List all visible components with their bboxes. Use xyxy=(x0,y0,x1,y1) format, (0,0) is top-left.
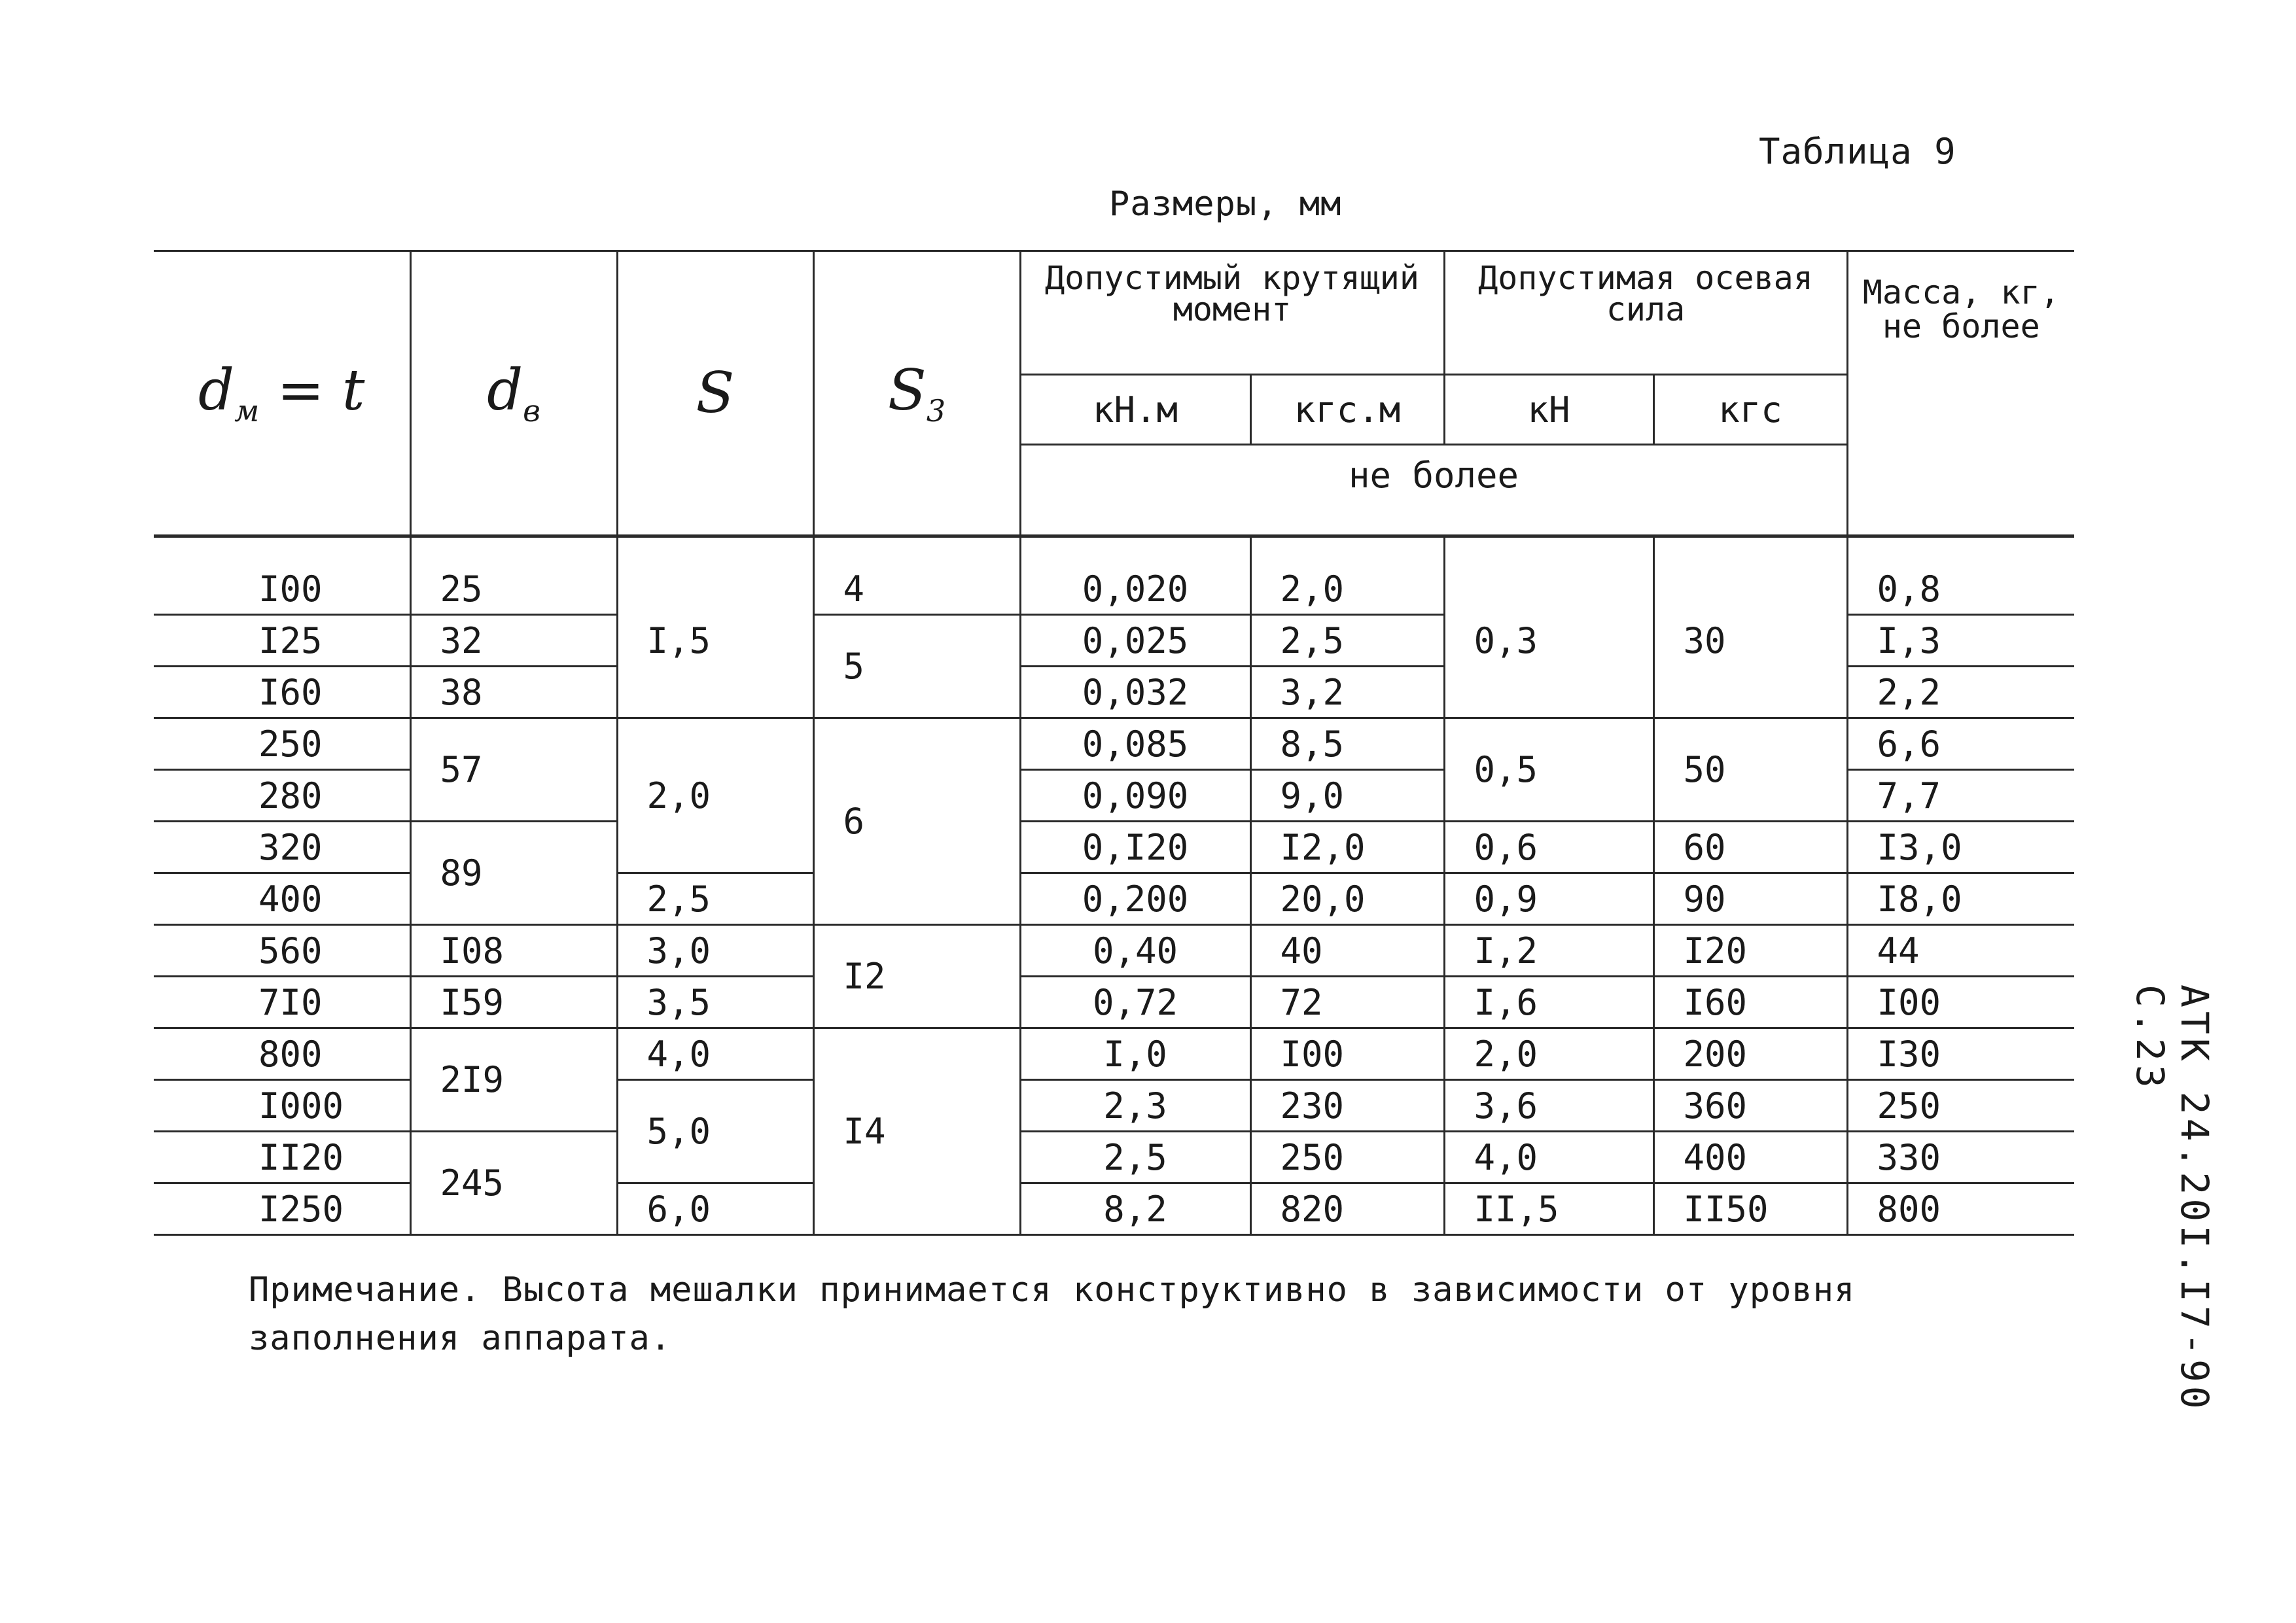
cell-s: 4,0 xyxy=(617,1028,813,1080)
document-stamp: АТК 24.20I.I7-90 С.23 xyxy=(2128,985,2217,1413)
cell-kgsm: 2,5 xyxy=(1250,615,1444,667)
cell-knm: 8,2 xyxy=(1020,1183,1250,1235)
cell-s: 5,0 xyxy=(617,1080,813,1183)
cell-kn: 0,3 xyxy=(1444,536,1653,718)
cell-mass: 7,7 xyxy=(1847,770,2074,822)
cell-kgs: 90 xyxy=(1653,873,1847,925)
cell-mass: 2,2 xyxy=(1847,667,2074,718)
cell-kgsm: 820 xyxy=(1250,1183,1444,1235)
cell-kn: 0,5 xyxy=(1444,718,1653,822)
cell-dm: I250 xyxy=(154,1183,410,1235)
table-row xyxy=(154,977,2074,1028)
header-axial-group: Допустимая осевая сила xyxy=(1444,251,1847,375)
cell-dm: II20 xyxy=(154,1132,410,1183)
cell-knm: 0,I20 xyxy=(1020,822,1250,873)
cell-s3: 6 xyxy=(813,718,1020,925)
cell-s: I,5 xyxy=(617,536,813,718)
cell-s3: 4 xyxy=(813,536,1020,615)
cell-s: 2,0 xyxy=(617,718,813,873)
cell-dv: I59 xyxy=(410,977,617,1028)
table-number: Таблица 9 xyxy=(1759,131,1956,172)
cell-kgs: I60 xyxy=(1653,977,1847,1028)
cell-s3: 5 xyxy=(813,615,1020,718)
header-dv: $d_в$ xyxy=(410,251,617,536)
cell-mass: I3,0 xyxy=(1847,822,2074,873)
cell-kgsm: 20,0 xyxy=(1250,873,1444,925)
cell-mass: 330 xyxy=(1847,1132,2074,1183)
cell-knm: 2,5 xyxy=(1020,1132,1250,1183)
cell-knm: 0,025 xyxy=(1020,615,1250,667)
cell-kgs: 400 xyxy=(1653,1132,1847,1183)
dimensions-table xyxy=(154,250,2074,1236)
cell-knm: 0,72 xyxy=(1020,977,1250,1028)
cell-knm: 0,032 xyxy=(1020,667,1250,718)
cell-dm: I000 xyxy=(154,1080,410,1132)
cell-dm: 560 xyxy=(154,925,410,977)
cell-kgs: 60 xyxy=(1653,822,1847,873)
cell-dv: 245 xyxy=(410,1132,617,1235)
header-kgs: кгс xyxy=(1653,375,1847,445)
cell-knm: 0,40 xyxy=(1020,925,1250,977)
cell-kgsm: 250 xyxy=(1250,1132,1444,1183)
cell-kn: I,6 xyxy=(1444,977,1653,1028)
cell-mass: I30 xyxy=(1847,1028,2074,1080)
cell-knm: 0,020 xyxy=(1020,536,1250,615)
header-torque-group: Допустимый крутящий момент xyxy=(1020,251,1444,375)
cell-dm: 800 xyxy=(154,1028,410,1080)
cell-kgs: 50 xyxy=(1653,718,1847,822)
cell-dm: 7I0 xyxy=(154,977,410,1028)
cell-mass: 800 xyxy=(1847,1183,2074,1235)
cell-s: 3,5 xyxy=(617,977,813,1028)
header-not-more: не более xyxy=(1020,445,1847,536)
units-caption: Размеры, мм xyxy=(1109,184,1342,224)
cell-s: 3,0 xyxy=(617,925,813,977)
cell-kgsm: 72 xyxy=(1250,977,1444,1028)
cell-dm: 400 xyxy=(154,873,410,925)
cell-dv: 38 xyxy=(410,667,617,718)
cell-s: 2,5 xyxy=(617,873,813,925)
cell-kgs: II50 xyxy=(1653,1183,1847,1235)
header-s3: $S_3$ xyxy=(813,251,1020,536)
cell-s3: I2 xyxy=(813,925,1020,1028)
cell-kn: 3,6 xyxy=(1444,1080,1653,1132)
cell-kgsm: 8,5 xyxy=(1250,718,1444,770)
cell-mass: 0,8 xyxy=(1847,536,2074,615)
cell-knm: 0,200 xyxy=(1020,873,1250,925)
cell-dv: 25 xyxy=(410,536,617,615)
cell-kgsm: 2,0 xyxy=(1250,536,1444,615)
cell-dv: 57 xyxy=(410,718,617,822)
cell-knm: 0,085 xyxy=(1020,718,1250,770)
cell-kgsm: I00 xyxy=(1250,1028,1444,1080)
table-row xyxy=(154,718,2074,770)
cell-mass: I00 xyxy=(1847,977,2074,1028)
cell-s3: I4 xyxy=(813,1028,1020,1235)
header-s: S xyxy=(617,251,813,536)
cell-mass: 6,6 xyxy=(1847,718,2074,770)
cell-kn: 2,0 xyxy=(1444,1028,1653,1080)
cell-kn: 4,0 xyxy=(1444,1132,1653,1183)
cell-dm: 250 xyxy=(154,718,410,770)
cell-kgsm: 230 xyxy=(1250,1080,1444,1132)
cell-dm: I25 xyxy=(154,615,410,667)
header-kn: кН xyxy=(1444,375,1653,445)
cell-knm: I,0 xyxy=(1020,1028,1250,1080)
cell-kgs: 30 xyxy=(1653,536,1847,718)
cell-dm: I60 xyxy=(154,667,410,718)
cell-mass: 44 xyxy=(1847,925,2074,977)
cell-kgs: I20 xyxy=(1653,925,1847,977)
table-row xyxy=(154,822,2074,873)
table-row xyxy=(154,1028,2074,1080)
cell-kn: I,2 xyxy=(1444,925,1653,977)
cell-mass: I8,0 xyxy=(1847,873,2074,925)
cell-kgsm: 40 xyxy=(1250,925,1444,977)
cell-kn: 0,9 xyxy=(1444,873,1653,925)
cell-dv: 32 xyxy=(410,615,617,667)
cell-kgsm: 9,0 xyxy=(1250,770,1444,822)
cell-dv: I08 xyxy=(410,925,617,977)
cell-s: 6,0 xyxy=(617,1183,813,1235)
cell-kgsm: I2,0 xyxy=(1250,822,1444,873)
cell-kn: 0,6 xyxy=(1444,822,1653,873)
header-kgsm: кгс.м xyxy=(1250,375,1444,445)
table-row xyxy=(154,1132,2074,1183)
cell-mass: I,3 xyxy=(1847,615,2074,667)
cell-dm: 280 xyxy=(154,770,410,822)
header-dm: $d_м = t$ xyxy=(154,251,410,536)
cell-kn: II,5 xyxy=(1444,1183,1653,1235)
cell-knm: 0,090 xyxy=(1020,770,1250,822)
table-row xyxy=(154,536,2074,615)
cell-dv: 2I9 xyxy=(410,1028,617,1132)
cell-kgsm: 3,2 xyxy=(1250,667,1444,718)
table-note: Примечание. Высота мешалки принимается конструктивно в зависимости от уровня заполнения аппарата. xyxy=(249,1270,1856,1358)
header-knm: кН.м xyxy=(1020,375,1250,445)
table-row xyxy=(154,925,2074,977)
cell-kgs: 360 xyxy=(1653,1080,1847,1132)
cell-dv: 89 xyxy=(410,822,617,925)
cell-dm: 320 xyxy=(154,822,410,873)
cell-dm: I00 xyxy=(154,536,410,615)
header-mass: Масса, кг, не более xyxy=(1847,251,2074,536)
cell-mass: 250 xyxy=(1847,1080,2074,1132)
cell-kgs: 200 xyxy=(1653,1028,1847,1080)
cell-knm: 2,3 xyxy=(1020,1080,1250,1132)
